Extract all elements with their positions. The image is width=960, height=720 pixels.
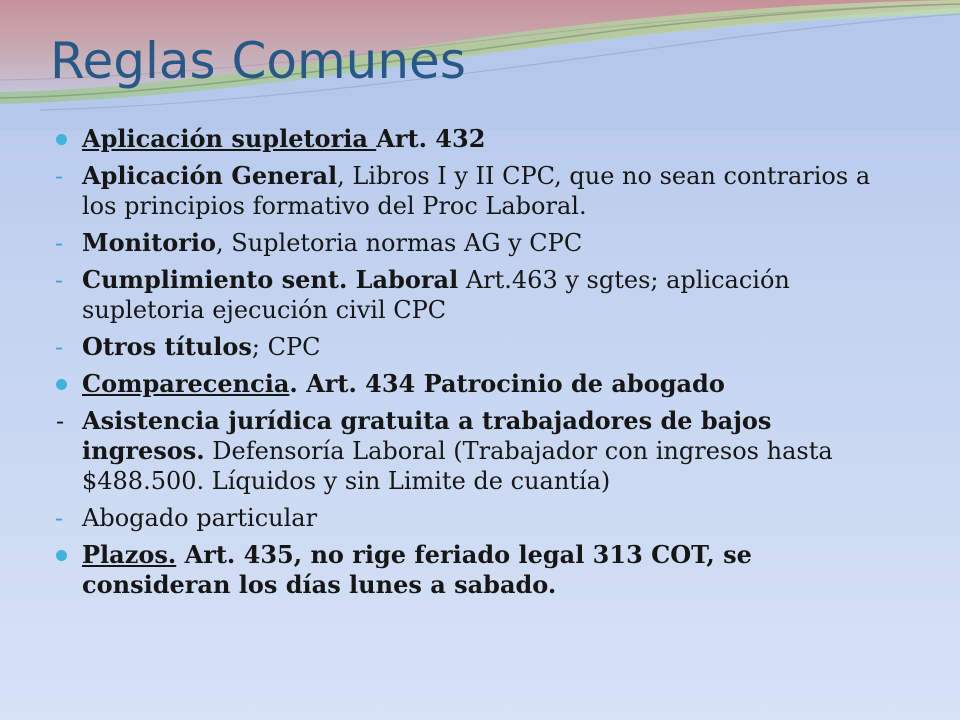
item-text: Art. 435, no rige feriado legal 313 COT, se consideran los días lunes a sabado.	[82, 540, 752, 599]
item-text: , Supletoria normas AG y CPC	[216, 229, 583, 257]
item-text: Art.463 y sgtes; aplicación supletoria ejecución civil CPC	[82, 266, 790, 324]
item-text: ; CPC	[251, 333, 321, 361]
dash-item-otros-titulos	[0, 332, 960, 362]
dash-marker: -	[55, 162, 64, 190]
slide-title: Reglas Comunes	[50, 32, 466, 90]
bullet-dot-icon	[56, 134, 67, 145]
item-text: Abogado particular	[82, 504, 318, 532]
dash-marker: -	[55, 504, 64, 532]
item-text: . Art. 434 Patrocinio de abogado	[289, 369, 725, 398]
item-heading: Aplicación General	[82, 161, 338, 190]
bullet-dot-icon	[56, 550, 67, 561]
item-text: , Libros I y II CPC, que no sean contrarios a los principios formativo del Proc Laboral.	[82, 162, 871, 220]
item-heading: Cumplimiento sent. Laboral	[82, 265, 459, 294]
dash-item-abogado-particular	[0, 503, 960, 533]
item-heading: Asistencia jurídica gratuita a trabajadores de bajos ingresos.	[82, 406, 772, 465]
paragraph-asistencia-juridica	[0, 406, 960, 496]
dash-marker: -	[55, 266, 64, 294]
item-text: Defensoría Laboral (Trabajador con ingresos hasta $488.500. Líquidos y sin Limite de cuantía)	[82, 437, 833, 495]
bullet-item-plazos	[0, 540, 960, 600]
dash-item-monitorio	[0, 228, 960, 258]
item-heading: Aplicación supletoria	[82, 124, 377, 153]
bullet-item-aplicacion-supletoria	[0, 124, 960, 154]
bullet-dot-icon	[56, 379, 67, 390]
slide-content	[0, 124, 960, 607]
item-heading: Plazos.	[82, 540, 177, 569]
item-text: Art. 432	[376, 124, 486, 153]
bullet-item-comparecencia	[0, 369, 960, 399]
dash-marker: -	[55, 333, 64, 361]
item-heading: Comparecencia	[82, 369, 290, 398]
item-heading: Otros títulos	[82, 332, 252, 361]
dash-marker: -	[55, 229, 64, 257]
paragraph-dash: -	[56, 407, 65, 435]
dash-item-aplicacion-general	[0, 161, 960, 221]
dash-item-cumplimiento	[0, 265, 960, 325]
item-heading: Monitorio	[82, 228, 217, 257]
